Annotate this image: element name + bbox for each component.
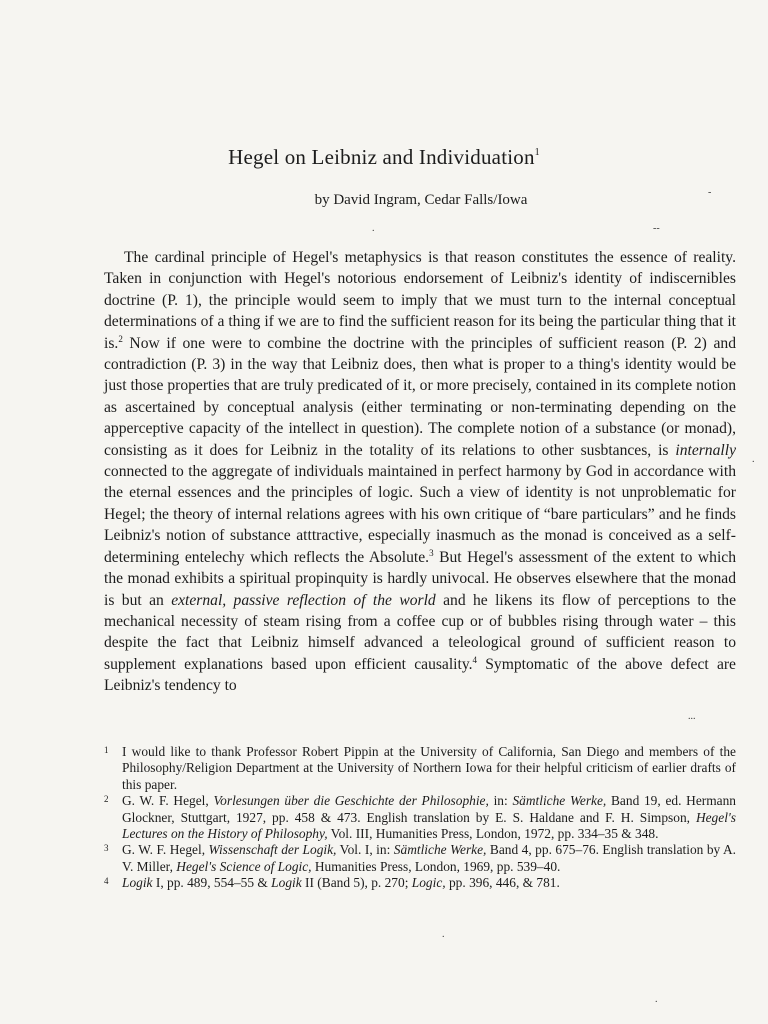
scan-speck: -	[708, 187, 712, 198]
author-byline: by David Ingram, Cedar Falls/Iowa	[314, 192, 528, 208]
italic-text: Logic,	[411, 875, 446, 891]
text-run: in:	[488, 793, 513, 809]
footnote-3	[104, 842, 736, 875]
footnote-1	[104, 744, 736, 793]
italic-text: Hegel's Science of Logic,	[176, 858, 312, 874]
scan-speck: --	[653, 223, 660, 234]
text-run: G. W. F. Hegel,	[122, 793, 214, 809]
italic-text: external, passive reflection of the world	[171, 591, 436, 609]
scan-speck: .	[372, 223, 375, 234]
footnote-marker: 4	[104, 876, 109, 887]
text-run: and he likens its flow of perceptions to the mechanical necessity of steam rising from a coffee cup or of bubbles rising through water – this despite the fact that Leibniz himself advanced a teleological ground of sufficient reason to supplement explanations based upon efficient causality.	[104, 591, 736, 673]
scan-speck: .	[442, 929, 445, 940]
text-run: Vol. III, Humanities Press, London, 1972, pp. 334–35 & 348.	[327, 826, 659, 842]
text-run: II (Band 5), p. 270;	[301, 875, 412, 891]
article-title	[0, 145, 768, 170]
text-run: pp. 396, 446, & 781.	[445, 875, 560, 891]
text-run: Vol. I, in:	[336, 842, 394, 858]
italic-text: Sämtliche Werke,	[512, 793, 607, 809]
italic-text: Logik	[122, 875, 153, 891]
italic-text: Logik	[271, 875, 302, 891]
footnotes-section	[104, 744, 736, 892]
scan-speck: .	[655, 994, 658, 1005]
italic-text: Wissenschaft der Logik,	[208, 842, 337, 858]
title-footnote-marker: 1	[534, 147, 540, 158]
text-run: Band 19, ed. Hermann Glockner, Stuttgart, 1927, pp. 458 & 473. English translation by E. S. Haldane and F. H. Simpson,	[122, 793, 736, 825]
text-run: connected to the aggregate of individuals maintained in perfect harmony by God in accordance with the eternal essences and the principles of logic. Such a view of identity is not unproblematic for Hegel; the theory of internal relations agrees with his own critique of “bare particulars” and he finds Leibniz's notion of substance atttractive, especially inasmuch as the monad is conceived as a self-determining entelechy which reflects the Absolute.	[104, 463, 736, 566]
italic-text: Hegel's Lectures on the History of Philosophy,	[122, 809, 736, 842]
scan-speck: ...	[688, 711, 696, 722]
text-run: The cardinal principle of Hegel's metaphysics is that reason constitutes the essence of reality. Taken in conjunction with Hegel's notorious endorsement of Leibniz's identity of indiscernibles doctrine (P. 1), the principle would seem to imply that we must turn to the internal conceptual determinations of a thing if we are to find the sufficient reason for its being the particular thing that it is.	[104, 249, 736, 352]
text-run: Now if one were to combine the doctrine with the principles of sufficient reason (P. 2) and contradiction (P. 3) in the way that Leibniz does, then what is proper to a thing's identity would be just those properties that are truly predicated of it, or more precisely, contained in its complete notion as ascertained by conceptual analysis (either terminating or non-terminating depending on the apperceptive capacity of the intellect in question). The complete notion of a substance (or monad), consisting as it does for Leibniz in the totality of its relations to other susbtances, is	[104, 334, 736, 459]
article-title-text: Hegel on Leibniz and Individuation	[228, 145, 535, 169]
scan-speck: .	[752, 454, 755, 465]
footnote-4	[104, 875, 736, 891]
footnote-marker: 2	[104, 794, 109, 805]
footnote-marker: 1	[104, 745, 109, 755]
footnote-reference: 4	[472, 654, 478, 665]
footnote-marker: 3	[104, 843, 109, 854]
text-run: But Hegel's assessment of the extent to which the monad exhibits a spiritual propinquity is hardly univocal. He observes elsewhere that the monad is but an	[104, 548, 736, 609]
italic-text: internally	[675, 441, 736, 459]
body-paragraph	[104, 247, 736, 697]
text-run: Humanities Press, London, 1969, pp. 539–40.	[311, 858, 561, 874]
footnote-2	[104, 793, 736, 842]
text-run: Symptomatic of the above defect are Leibniz's tendency to	[104, 655, 736, 695]
footnote-reference: 3	[429, 547, 434, 558]
text-run: G. W. F. Hegel,	[122, 842, 209, 858]
italic-text: Sämtliche Werke,	[393, 842, 487, 858]
text-run: I, pp. 489, 554–55 &	[152, 875, 272, 891]
text-run: Band 4, pp. 675–76. English translation by A. V. Miller,	[122, 842, 737, 874]
text-run: I would like to thank Professor Robert Pippin at the University of California, San Diego and members of the Philosophy/Religion Department at the University of Northern Iowa for their helpful criticism of earlier drafts of this paper.	[122, 744, 736, 792]
italic-text: Vorlesungen über die Geschichte der Philosophie,	[213, 793, 489, 809]
footnote-reference: 2	[118, 333, 123, 344]
